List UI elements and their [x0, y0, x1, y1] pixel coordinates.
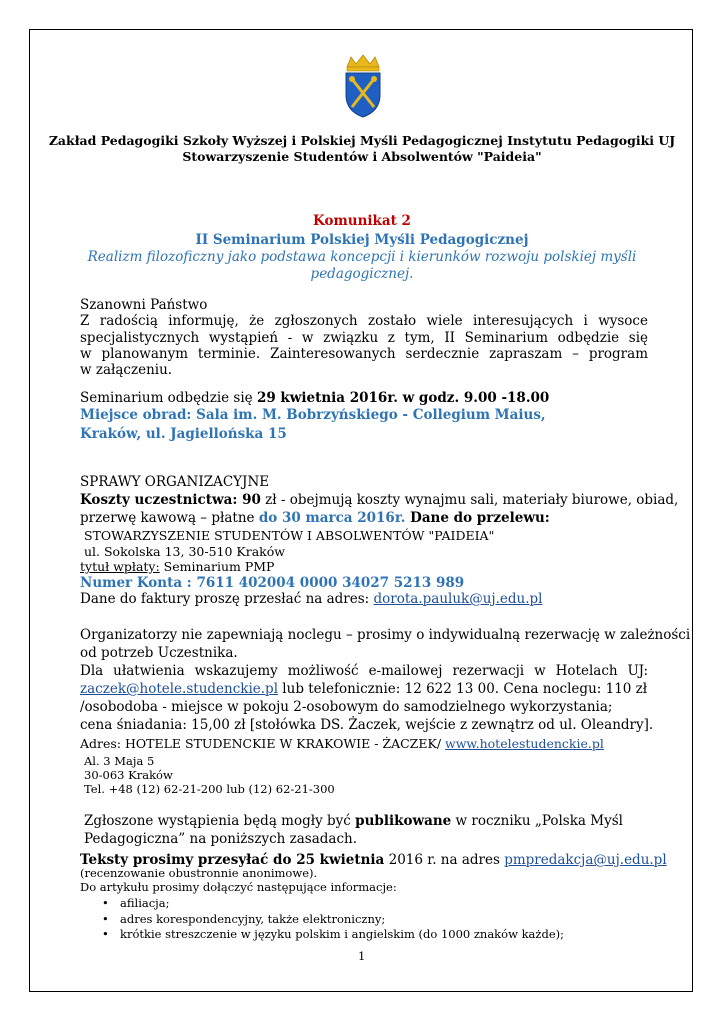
seminar-subtitle-1: Realizm filozoficzny jako podstawa koncepcji i kierunków rozwoju polskiej myśli — [87, 249, 637, 265]
publication-line-1: Zgłoszone wystąpienia będą mogły być publikowane w roczniku „Polska Myśl — [84, 813, 623, 829]
review-note: (recenzowanie obustronnie anonimowe). — [80, 866, 318, 880]
payment-deadline: do 30 marca 2016r. — [258, 510, 406, 526]
list-item: • afiliacja; — [102, 896, 170, 910]
list-item: • krótkie streszczenie w języku polskim i angielskim (do 1000 znaków każde); — [102, 927, 564, 941]
account-number: Numer Konta : 7611 402004 0000 34027 5213 989 — [80, 575, 465, 591]
payment-line: przerwę kawową – płatne do 30 marca 2016r. Dane do przelewu: — [80, 510, 550, 526]
lodging-line-3: Dla ułatwienia wskazujemy możliwość e-mailowej rezerwacji w Hotelach UJ: — [80, 663, 648, 679]
institution-line-2: Stowarzyszenie Studentów i Absolwentów "Paideia" — [182, 149, 542, 164]
cost-line: Koszty uczestnictwa: 90 zł - obejmują koszty wynajmu sali, materiały biurowe, obiad, — [80, 492, 679, 508]
association-name: STOWARZYSZENIE STUDENTÓW I ABSOLWENTÓW "PAIDEIA" — [84, 528, 495, 543]
lodging-line-5: /osobodoba - miejsce w pokoju 2-osobowym do samodzielnego wykorzystania; — [80, 699, 613, 715]
venue-line-2: Kraków, ul. Jagiellońska 15 — [80, 426, 287, 442]
attachments-intro: Do artykułu prosimy dołączyć następujące informacje: — [80, 880, 397, 894]
bullet-icon: • — [102, 912, 109, 926]
hotel-phone: Tel. +48 (12) 62-21-200 lub (12) 62-21-300 — [84, 782, 335, 796]
hotel-email-link[interactable]: zaczek@hotele.studenckie.pl — [80, 681, 279, 697]
editorial-email-link[interactable]: pmpredakcja@uj.edu.pl — [504, 852, 667, 868]
lodging-line-6: cena śniadania: 15,00 zł [stołówka DS. Żaczek, wejście z zewnątrz od ul. Oleandry]. — [80, 717, 654, 733]
greeting: Szanowni Państwo — [80, 297, 208, 313]
org-heading: SPRAWY ORGANIZACYJNE — [80, 474, 270, 490]
komunikat-title: Komunikat 2 — [313, 213, 411, 229]
seminar-date: Seminarium odbędzie się 29 kwietnia 2016r. w godz. 9.00 -18.00 — [80, 390, 550, 406]
uj-crest-icon — [343, 53, 383, 119]
invoice-line: Dane do faktury proszę przesłać na adres: dorota.pauluk@uj.edu.pl — [80, 591, 543, 607]
deadline-line: Teksty prosimy przesyłać do 25 kwietnia 2016 r. na adres pmpredakcja@uj.edu.pl — [80, 852, 667, 868]
invoice-email-link[interactable]: dorota.pauluk@uj.edu.pl — [373, 591, 543, 607]
hotel-street: Al. 3 Maja 5 — [84, 754, 155, 768]
intro-line-2: specjalistycznych wystąpień - w związku z tym, II Seminarium odbędzie się — [80, 330, 648, 346]
lodging-line-2: od potrzeb Uczestnika. — [80, 645, 238, 661]
intro-line-3: w planowanym terminie. Zainteresowanych serdecznie zapraszam – program — [80, 346, 648, 362]
intro-line-1: Z radością informuję, że zgłoszonych zostało wiele interesujących i wysoce — [80, 313, 648, 329]
page-number: 1 — [358, 949, 366, 963]
intro-line-4: w załączeniu. — [80, 362, 173, 378]
hotel-website-link[interactable]: www.hotelestudenckie.pl — [445, 736, 604, 751]
institution-line-1: Zakład Pedagogiki Szkoły Wyższej i Polskiej Myśli Pedagogicznej Instytutu Pedagogiki UJ — [48, 133, 676, 148]
transfer-title: tytuł wpłaty: Seminarium PMP — [80, 559, 275, 574]
seminar-subtitle-2: pedagogicznej. — [310, 266, 414, 282]
bullet-icon: • — [102, 896, 109, 910]
bullet-icon: • — [102, 927, 109, 941]
seminar-date-value: 29 kwietnia 2016r. w godz. 9.00 -18.00 — [256, 390, 550, 406]
venue-line-1: Miejsce obrad: Sala im. M. Bobrzyńskiego - Collegium Maius, — [80, 407, 546, 423]
association-address: ul. Sokolska 13, 30-510 Kraków — [84, 544, 285, 559]
lodging-line-1: Organizatorzy nie zapewniają noclegu – prosimy o indywidualną rezerwację w zależności — [80, 627, 691, 643]
publication-line-2: Pedagogiczna” na poniższych zasadach. — [84, 831, 358, 847]
hotel-address: Adres: HOTELE STUDENCKIE W KRAKOWIE - ŻACZEK/ www.hotelestudenckie.pl — [80, 736, 604, 751]
hotel-city: 30-063 Kraków — [84, 768, 173, 782]
list-item: • adres korespondencyjny, także elektroniczny; — [102, 912, 386, 926]
lodging-line-4: zaczek@hotele.studenckie.pl lub telefonicznie: 12 622 13 00. Cena noclegu: 110 zł — [80, 681, 648, 697]
seminar-title: II Seminarium Polskiej Myśli Pedagogicznej — [195, 232, 529, 248]
